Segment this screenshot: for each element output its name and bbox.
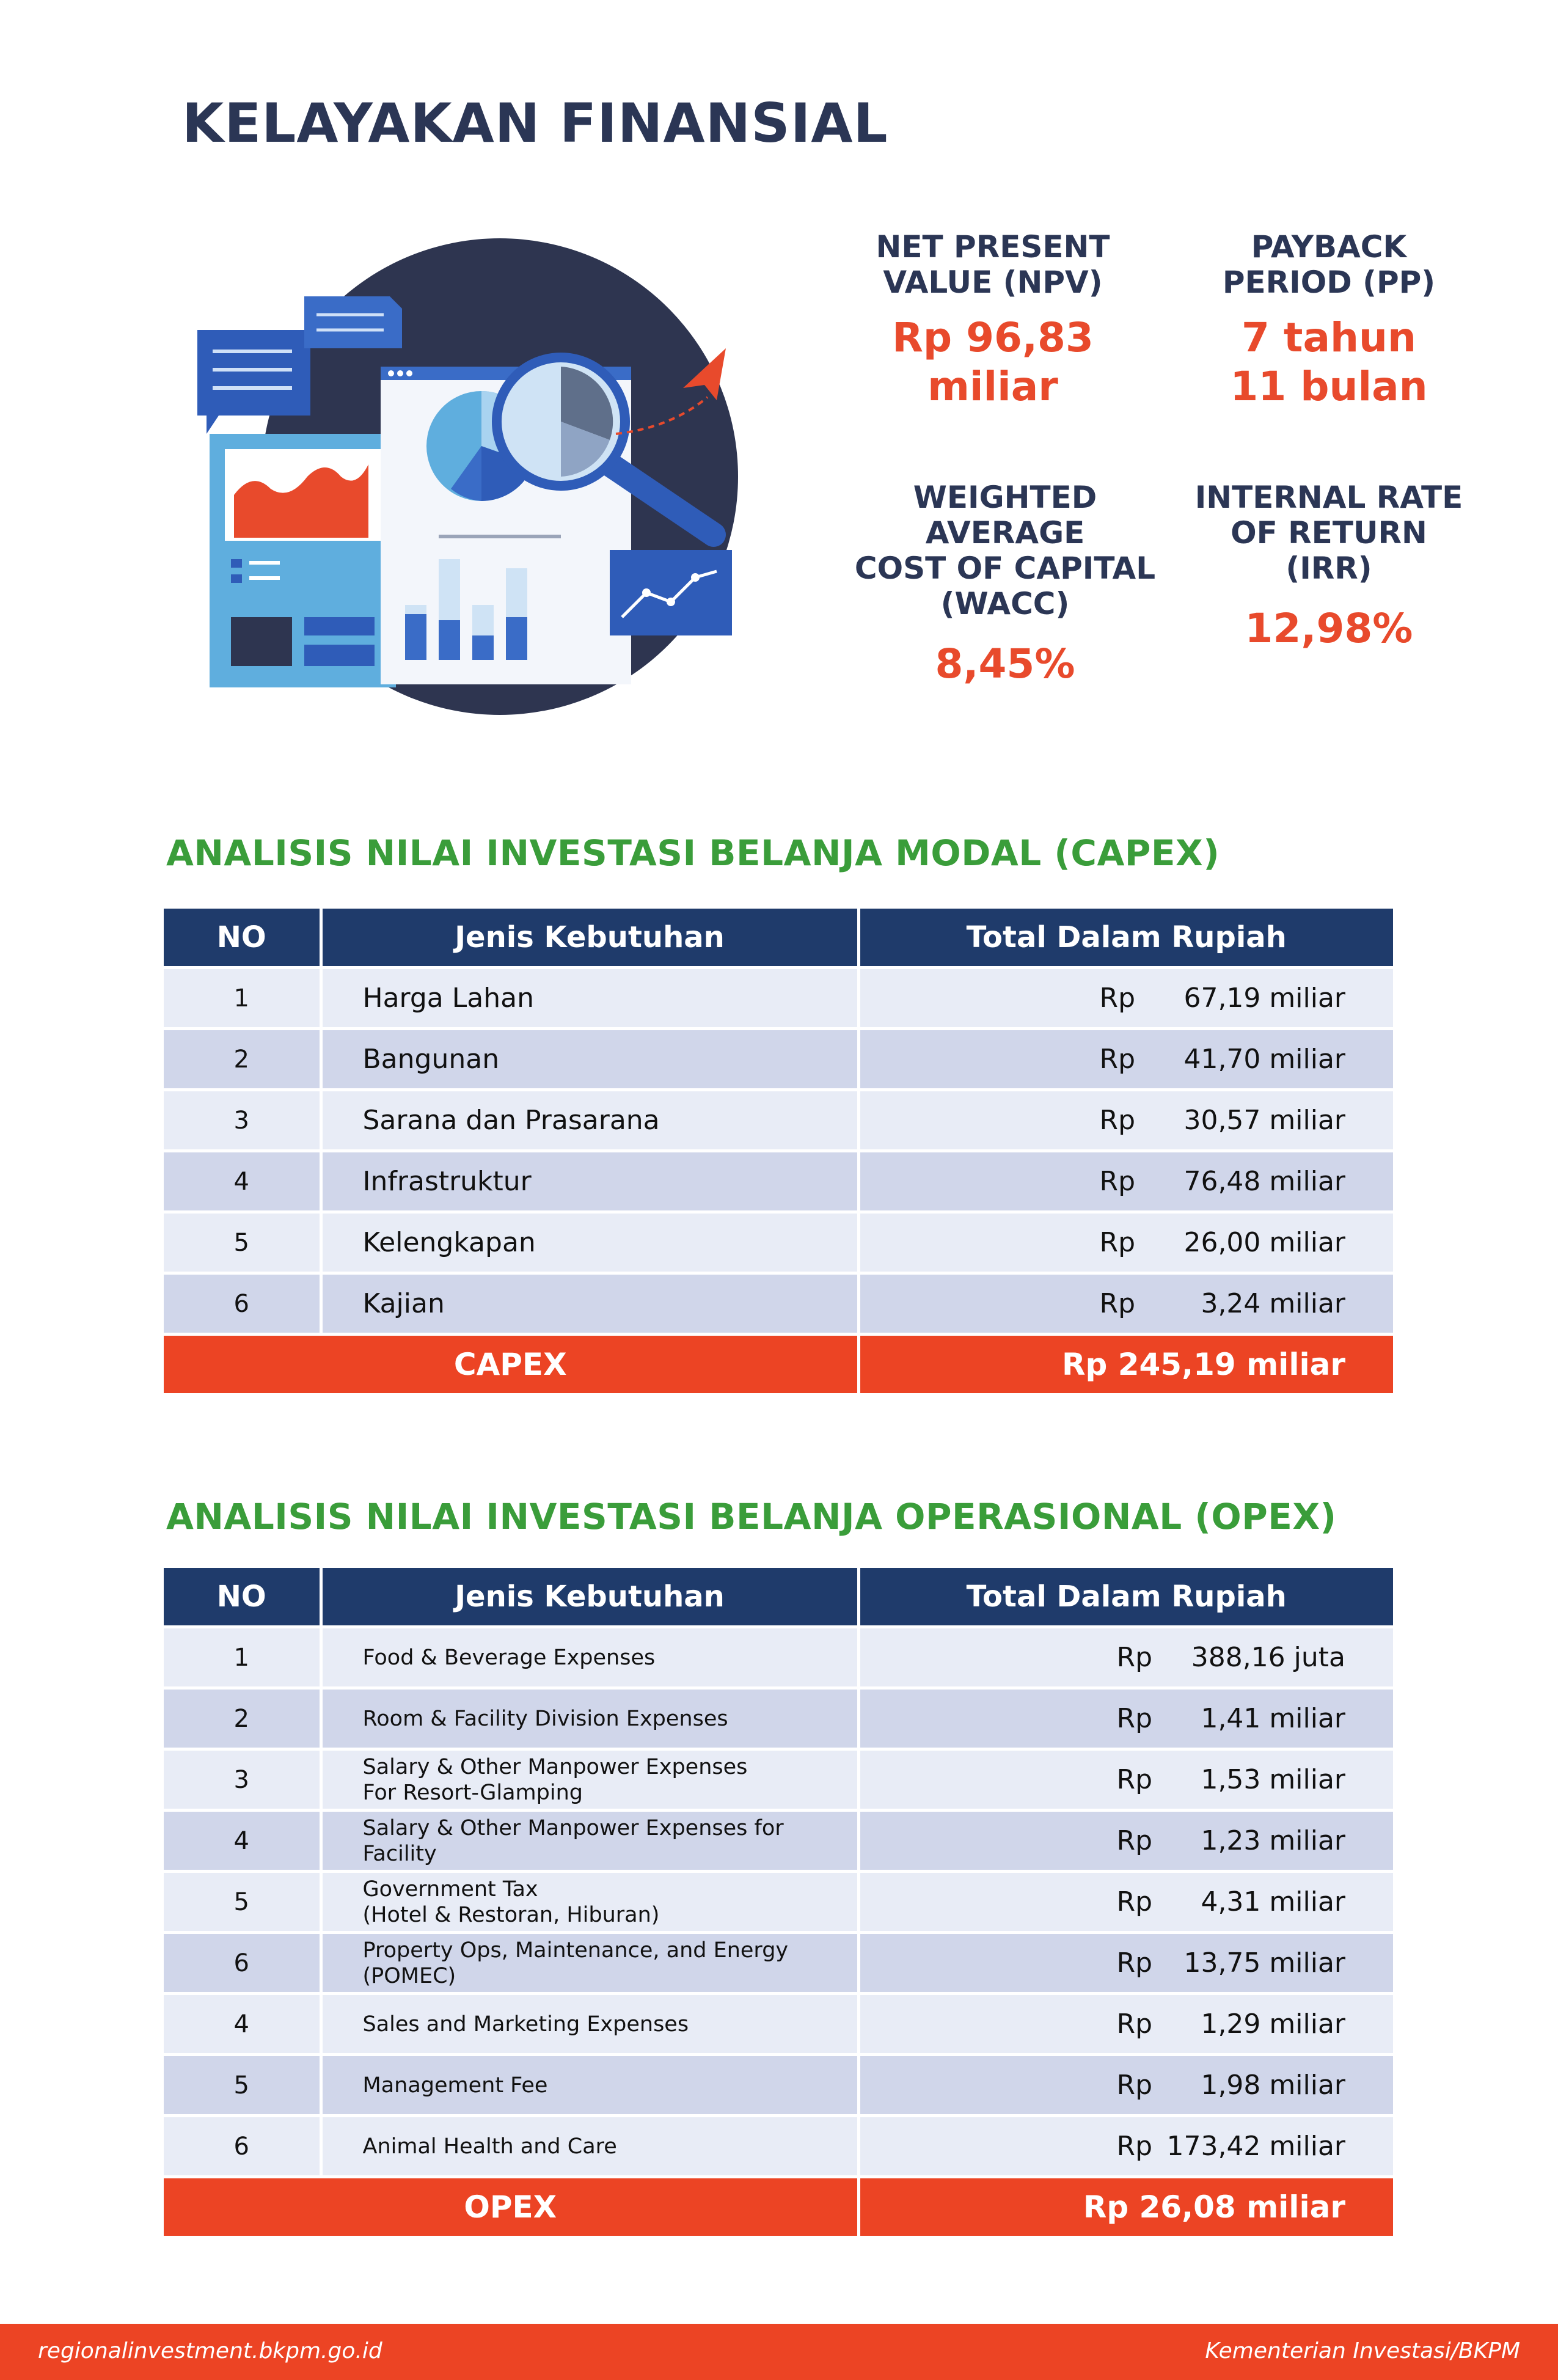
row-currency: Rp [1099, 1044, 1136, 1075]
metric-payback-label: PAYBACK PERIOD (PP) [1222, 229, 1436, 300]
row-amount: 13,75 miliar [1183, 1947, 1345, 1979]
row-number: 4 [164, 1994, 321, 2055]
row-number: 5 [164, 2055, 321, 2116]
row-currency: Rp [1099, 1105, 1136, 1136]
row-item-name: Food & Beverage Expenses [321, 1627, 858, 1688]
table-row [164, 1872, 1393, 1933]
capex-table [164, 909, 1393, 1393]
row-number: 4 [164, 1151, 321, 1212]
column-header-no: NO [164, 909, 321, 968]
table-row [164, 1811, 1393, 1872]
row-item-name: Bangunan [321, 1029, 858, 1090]
metric-irr-value: 12,98% [1245, 605, 1413, 652]
row-number: 2 [164, 1029, 321, 1090]
column-header-jenis: Jenis Kebutuhan [321, 1568, 858, 1627]
row-currency: Rp [1099, 1166, 1136, 1197]
row-item-name: Kajian [321, 1273, 858, 1335]
column-header-jenis: Jenis Kebutuhan [321, 909, 858, 968]
metric-npv-label: NET PRESENT VALUE (NPV) [876, 229, 1110, 300]
metric-payback [1185, 229, 1472, 411]
row-amount: 173,42 miliar [1166, 2131, 1345, 2162]
table-row [164, 1029, 1393, 1090]
row-currency: Rp [1116, 1947, 1153, 1979]
row-currency: Rp [1099, 1227, 1136, 1258]
row-value [858, 1749, 1393, 1811]
row-number: 2 [164, 1688, 321, 1749]
row-number: 5 [164, 1212, 321, 1273]
row-number: 5 [164, 1872, 321, 1933]
capex-total-label: CAPEX [164, 1335, 858, 1394]
table-row [164, 968, 1393, 1029]
table-row [164, 1627, 1393, 1688]
row-value [858, 1627, 1393, 1688]
row-value [858, 2116, 1393, 2177]
financial-analysis-illustration [194, 238, 781, 721]
metric-npv-value: Rp 96,83 miliar [892, 314, 1094, 410]
table-row [164, 1933, 1393, 1994]
row-value [858, 1151, 1393, 1212]
row-value [858, 1872, 1393, 1933]
row-value [858, 1212, 1393, 1273]
row-value [858, 1273, 1393, 1335]
metric-irr [1185, 480, 1472, 653]
metric-npv [849, 229, 1136, 411]
row-value [858, 968, 1393, 1029]
column-header-no: NO [164, 1568, 321, 1627]
column-header-total: Total Dalam Rupiah [858, 1568, 1393, 1627]
row-currency: Rp [1116, 1886, 1153, 1917]
row-item-name: Government Tax (Hotel & Restoran, Hiburan) [321, 1872, 858, 1933]
table-row [164, 1151, 1393, 1212]
row-amount: 388,16 juta [1191, 1642, 1345, 1673]
row-item-name: Room & Facility Division Expenses [321, 1688, 858, 1749]
row-amount: 1,98 miliar [1201, 2070, 1345, 2101]
row-currency: Rp [1116, 1764, 1153, 1795]
row-item-name: Sarana dan Prasarana [321, 1090, 858, 1151]
opex-heading: ANALISIS NILAI INVESTASI BELANJA OPERASIONAL (OPEX) [166, 1496, 1337, 1537]
row-item-name: Salary & Other Manpower Expenses For Resort-Glamping [321, 1749, 858, 1811]
page-title: KELAYAKAN FINANSIAL [182, 92, 888, 155]
row-number: 1 [164, 1627, 321, 1688]
row-amount: 3,24 miliar [1201, 1288, 1345, 1319]
row-amount: 26,00 miliar [1183, 1227, 1345, 1258]
table-row [164, 1090, 1393, 1151]
row-number: 3 [164, 1749, 321, 1811]
row-number: 6 [164, 1273, 321, 1335]
row-value [858, 1811, 1393, 1872]
metric-irr-label: INTERNAL RATE OF RETURN (IRR) [1194, 480, 1463, 586]
row-amount: 1,23 miliar [1201, 1825, 1345, 1856]
row-item-name: Management Fee [321, 2055, 858, 2116]
row-currency: Rp [1116, 1825, 1153, 1856]
table-row [164, 2116, 1393, 2177]
column-header-total: Total Dalam Rupiah [858, 909, 1393, 968]
row-currency: Rp [1116, 2070, 1153, 2101]
row-amount: 1,53 miliar [1201, 1764, 1345, 1795]
row-value [858, 1933, 1393, 1994]
table-row [164, 1212, 1393, 1273]
row-currency: Rp [1116, 2131, 1153, 2162]
row-amount: 1,41 miliar [1201, 1703, 1345, 1734]
row-number: 6 [164, 1933, 321, 1994]
row-amount: 4,31 miliar [1201, 1886, 1345, 1917]
row-item-name: Property Ops, Maintenance, and Energy (POMEC) [321, 1933, 858, 1994]
metric-payback-value: 7 tahun 11 bulan [1230, 314, 1428, 410]
table-row [164, 1273, 1393, 1335]
opex-total-label: OPEX [164, 2177, 858, 2236]
row-value [858, 1090, 1393, 1151]
row-value [858, 1994, 1393, 2055]
row-number: 3 [164, 1090, 321, 1151]
capex-heading: ANALISIS NILAI INVESTASI BELANJA MODAL (CAPEX) [166, 832, 1220, 874]
row-amount: 67,19 miliar [1183, 983, 1345, 1014]
row-item-name: Animal Health and Care [321, 2116, 858, 2177]
metric-wacc-label: WEIGHTED AVERAGE COST OF CAPITAL (WACC) [854, 480, 1156, 621]
row-currency: Rp [1099, 1288, 1136, 1319]
metric-wacc-value: 8,45% [935, 640, 1075, 687]
row-number: 4 [164, 1811, 321, 1872]
table-row [164, 1688, 1393, 1749]
opex-total-value: Rp 26,08 miliar [858, 2177, 1393, 2236]
row-amount: 76,48 miliar [1183, 1166, 1345, 1197]
row-value [858, 1688, 1393, 1749]
row-amount: 41,70 miliar [1183, 1044, 1345, 1075]
footer-ministry: Kementerian Investasi/BKPM [1205, 2338, 1520, 2364]
footer-bar [0, 2324, 1558, 2380]
row-item-name: Harga Lahan [321, 968, 858, 1029]
row-currency: Rp [1116, 2008, 1153, 2040]
row-item-name: Infrastruktur [321, 1151, 858, 1212]
capex-total-value: Rp 245,19 miliar [858, 1335, 1393, 1394]
metric-wacc [834, 480, 1176, 689]
row-amount: 30,57 miliar [1183, 1105, 1345, 1136]
row-currency: Rp [1116, 1642, 1153, 1673]
row-item-name: Kelengkapan [321, 1212, 858, 1273]
row-number: 1 [164, 968, 321, 1029]
table-row [164, 2055, 1393, 2116]
opex-table [164, 1568, 1393, 2236]
table-row [164, 1994, 1393, 2055]
row-value [858, 2055, 1393, 2116]
footer-website[interactable]: regionalinvestment.bkpm.go.id [38, 2338, 382, 2364]
table-row [164, 1749, 1393, 1811]
row-item-name: Salary & Other Manpower Expenses for Facility [321, 1811, 858, 1872]
row-amount: 1,29 miliar [1201, 2008, 1345, 2040]
row-currency: Rp [1099, 983, 1136, 1014]
row-value [858, 1029, 1393, 1090]
row-number: 6 [164, 2116, 321, 2177]
row-currency: Rp [1116, 1703, 1153, 1734]
row-item-name: Sales and Marketing Expenses [321, 1994, 858, 2055]
